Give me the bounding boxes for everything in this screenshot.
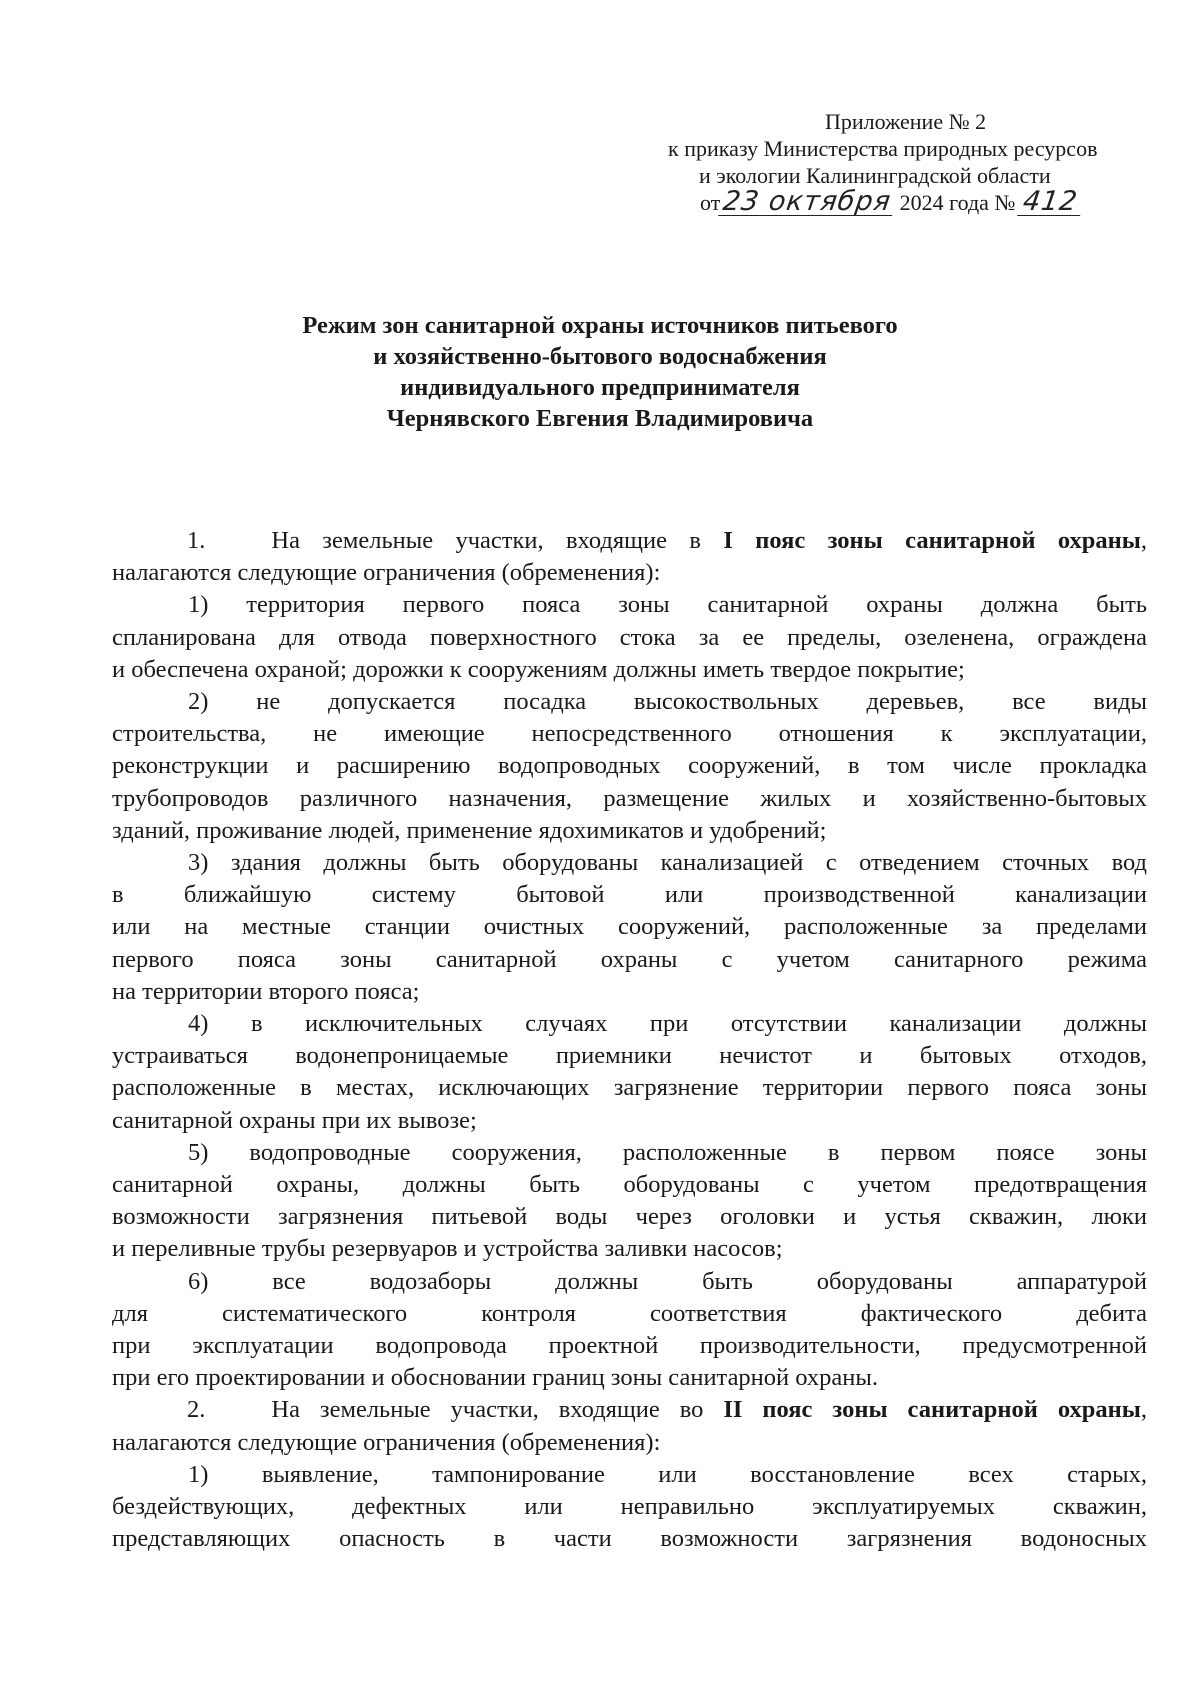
- order-reference-line: к приказу Министерства природных ресурсов: [668, 136, 1098, 161]
- list-item: [112, 1008, 1147, 1137]
- paragraph-line: и обеспечена охраной; дорожки к сооружениям должны иметь твердое покрытие;: [112, 655, 965, 683]
- paragraph-line: устраиваться водонепроницаемые приемники нечистот и бытовых отходов,: [112, 1042, 1147, 1070]
- year-text: 2024 года №: [899, 190, 1016, 215]
- list-item: [112, 1137, 1147, 1266]
- list-item: [112, 1266, 1147, 1395]
- document-body: [112, 525, 1147, 1556]
- paragraph-line: бездействующих, дефектных или неправильно эксплуатируемых скважин,: [112, 1493, 1147, 1521]
- paragraph-line: представляющих опасность в части возможности загрязнения водоносных: [112, 1525, 1147, 1553]
- zone-belt-emphasis: I пояс зоны санитарной охраны: [723, 527, 1141, 554]
- zone-belt-emphasis: II пояс зоны санитарной охраны: [723, 1396, 1141, 1424]
- section-2-heading-line: 2. На земельные участки, входящие во II пояс зоны санитарной охраны,: [187, 1396, 1147, 1424]
- paragraph-line: 6) все водозаборы должны быть оборудованы аппаратурой: [188, 1267, 1147, 1295]
- title-line: Режим зон санитарной охраны источников питьевого: [302, 312, 898, 339]
- paragraph-line: строительства, не имеющие непосредственного отношения к эксплуатации,: [112, 720, 1147, 748]
- paragraph-line: 1) территория первого пояса зоны санитарной охраны должна быть: [188, 591, 1147, 619]
- document-title: [0, 310, 1200, 434]
- paragraph-line: на территории второго пояса;: [112, 977, 420, 1005]
- list-item: [112, 1459, 1147, 1556]
- paragraph-line: налагаются следующие ограничения (обременения):: [112, 559, 661, 587]
- paragraph-line: для систематического контроля соответствия фактического дебита: [112, 1299, 1147, 1327]
- paragraph-line: в ближайшую систему бытовой или производственной канализации: [112, 881, 1147, 909]
- paragraph-line: или на местные станции очистных сооружений, расположенные за пределами: [112, 913, 1147, 941]
- paragraph-line: 3) здания должны быть оборудованы канализацией с отведением сточных вод: [188, 849, 1147, 877]
- paragraph-line: реконструкции и расширению водопроводных сооружений, в том числе прокладка: [112, 752, 1147, 780]
- section-2-intro: [112, 1394, 1147, 1458]
- paragraph-line: санитарной охраны при их вывозе;: [112, 1106, 477, 1134]
- paragraph-line: 4) в исключительных случаях при отсутствии канализации должны: [188, 1010, 1147, 1038]
- handwritten-date: 23 октября: [718, 189, 896, 216]
- list-item: [112, 686, 1147, 847]
- title-line: Чернявского Евгения Владимировича: [386, 405, 814, 432]
- section-number: 2.: [187, 1396, 206, 1424]
- paragraph-line: спланирована для отвода поверхностного стока за ее пределы, озеленена, ограждена: [112, 623, 1147, 651]
- paragraph-line: первого пояса зоны санитарной охраны с учетом санитарного режима: [112, 945, 1147, 973]
- paragraph-line: трубопроводов различного назначения, размещение жилых и хозяйственно-бытовых: [112, 784, 1147, 812]
- order-date-line: [700, 186, 1082, 217]
- date-prefix: от: [700, 190, 721, 215]
- paragraph-line: и переливные трубы резервуаров и устройства заливки насосов;: [112, 1235, 783, 1263]
- paragraph-line: расположенные в местах, исключающих загрязнение территории первого пояса зоны: [112, 1074, 1147, 1102]
- section-1-intro: [112, 525, 1147, 589]
- paragraph-line: возможности загрязнения питьевой воды через оголовки и устья скважин, люки: [112, 1203, 1147, 1231]
- paragraph-line: при его проектировании и обосновании границ зоны санитарной охраны.: [112, 1364, 878, 1392]
- paragraph-line: зданий, проживание людей, применение ядохимикатов и удобрений;: [112, 816, 827, 844]
- appendix-label: Приложение № 2: [825, 109, 987, 134]
- section-number: 1.: [187, 527, 206, 554]
- ministry-line: и экологии Калининградской области: [699, 163, 1051, 188]
- list-item: [112, 847, 1147, 1008]
- paragraph-line: налагаются следующие ограничения (обременения):: [112, 1428, 661, 1456]
- paragraph-line: санитарной охраны, должны быть оборудованы с учетом предотвращения: [112, 1171, 1147, 1199]
- paragraph-line: 2) не допускается посадка высокоствольных деревьев, все виды: [188, 688, 1147, 716]
- handwritten-order-number: 412: [1018, 189, 1084, 216]
- paragraph-line: 1) выявление, тампонирование или восстановление всех старых,: [188, 1460, 1147, 1488]
- paragraph-line: при эксплуатации водопровода проектной производительности, предусмотренной: [112, 1332, 1147, 1360]
- paragraph-line: 5) водопроводные сооружения, расположенные в первом поясе зоны: [188, 1138, 1147, 1166]
- list-item: [112, 589, 1147, 686]
- title-line: индивидуального предпринимателя: [400, 374, 800, 401]
- title-line: и хозяйственно-бытового водоснабжения: [373, 343, 827, 370]
- section-1-heading-line: 1. На земельные участки, входящие в I пояс зоны санитарной охраны,: [187, 527, 1148, 554]
